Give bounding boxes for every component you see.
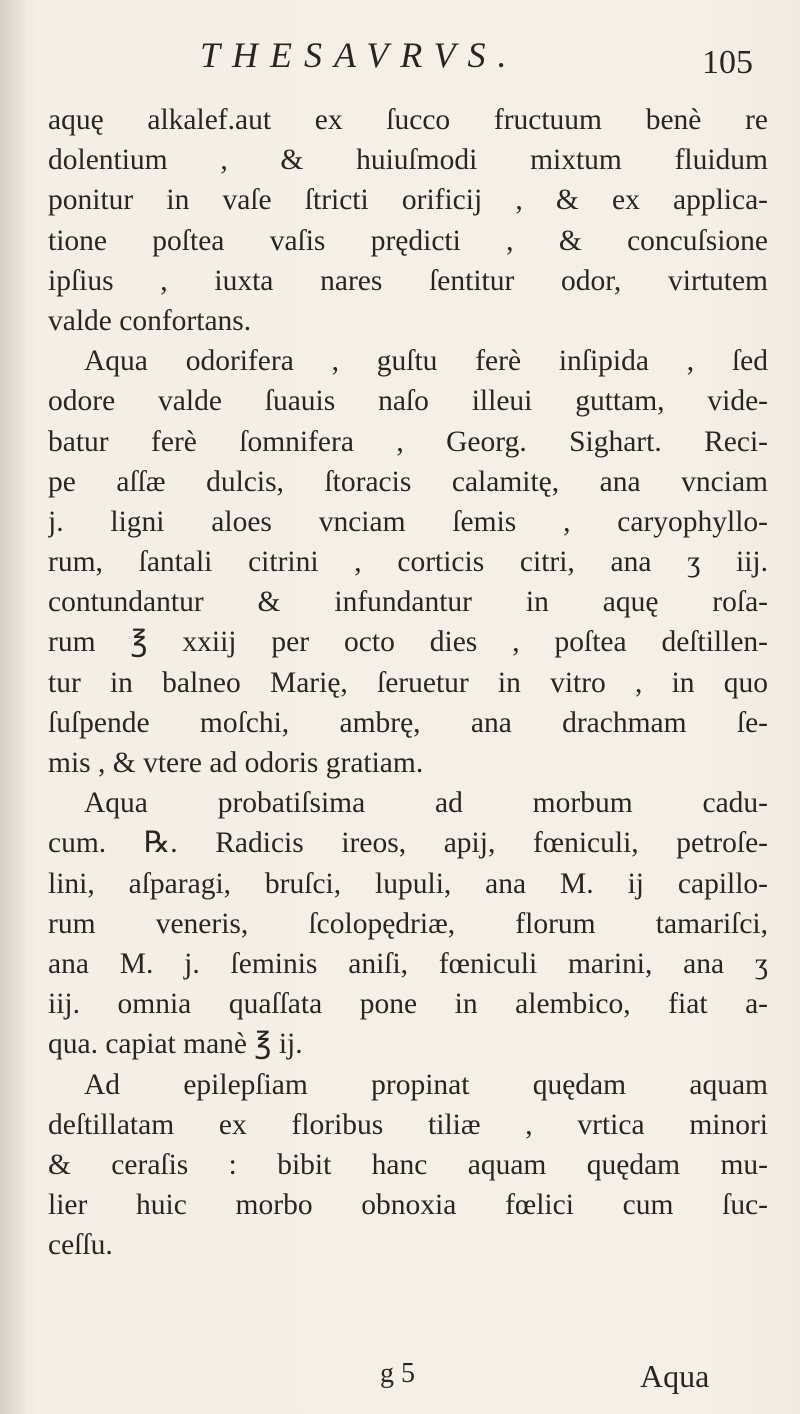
text-line: rum, ſantali citrini , corticis citri, ana ʒ iij. <box>48 546 768 579</box>
text-line: odore valde ſuauis naſo illeui guttam, vide- <box>48 385 768 418</box>
text-line: cum. ℞. Radicis ireos, apij, fœniculi, petroſe- <box>48 827 768 860</box>
paragraph-start-line: Ad epilepſiam propinat quędam aquam <box>84 1068 768 1101</box>
body-text <box>48 100 768 1265</box>
text-line: ponitur in vaſe ſtricti orificij , & ex applica- <box>48 184 768 217</box>
text-line: qua. capiat manè ℥ ij. <box>48 1028 303 1061</box>
gutter-shadow <box>0 0 28 1414</box>
text-line: valde confortans. <box>48 304 252 337</box>
text-line: iij. omnia quaſſata pone in alembico, fiat a- <box>48 988 768 1021</box>
text-line: batur ferè ſomnifera , Georg. Sighart. Reci- <box>48 425 768 458</box>
text-line: j. ligni aloes vnciam ſemis , caryophyllo- <box>48 505 768 538</box>
text-line: ana M. j. ſeminis aniſi, fœniculi marini, ana ʒ <box>48 947 768 980</box>
text-line: ſuſpende moſchi, ambrę, ana drachmam ſe- <box>48 706 768 739</box>
text-line: ipſius , iuxta nares ſentitur odor, virtutem <box>48 264 768 297</box>
text-line: dolentium , & huiuſmodi mixtum fluidum <box>48 144 768 177</box>
text-line: mis , & vtere ad odoris gratiam. <box>48 747 424 779</box>
paragraph-start-line: Aqua probatiſsima ad morbum cadu- <box>84 787 768 820</box>
text-line: ceſſu. <box>48 1229 113 1262</box>
page-number: 105 <box>702 44 753 81</box>
text-line: aquę alkalef.aut ex ſucco fructuum benè re <box>48 104 768 136</box>
text-line: lini, aſparagi, bruſci, lupuli, ana M. ij capillo- <box>48 867 768 900</box>
text-line: tur in balneo Marię, ſeruetur in vitro , in quo <box>48 666 768 699</box>
page-header <box>0 34 800 84</box>
text-line: tione poſtea vaſis prędicti , & concuſsione <box>48 224 768 257</box>
signature-mark: g 5 <box>380 1358 415 1389</box>
text-line: lier huic morbo obnoxia fœlici cum ſuc- <box>48 1189 768 1222</box>
running-title: THESAVRVS. <box>200 35 519 75</box>
text-line: contundantur & infundantur in aquę roſa- <box>48 586 768 619</box>
text-line: & ceraſis : bibit hanc aquam quędam mu- <box>48 1148 768 1181</box>
text-line: deſtillatam ex floribus tiliæ , vrtica minori <box>48 1108 768 1141</box>
catchword: Aqua <box>640 1358 710 1394</box>
paragraph-start-line: Aqua odorifera , guſtu ferè inſipida , ſed <box>84 345 768 378</box>
footer <box>0 1358 800 1398</box>
text-line: rum ℥ xxiij per octo dies , poſtea deſtillen- <box>48 626 768 659</box>
text-line: rum veneris, ſcolopędriæ, florum tamariſci, <box>48 907 768 940</box>
text-line: pe aſſæ dulcis, ſtoracis calamitę, ana vnciam <box>48 465 768 498</box>
